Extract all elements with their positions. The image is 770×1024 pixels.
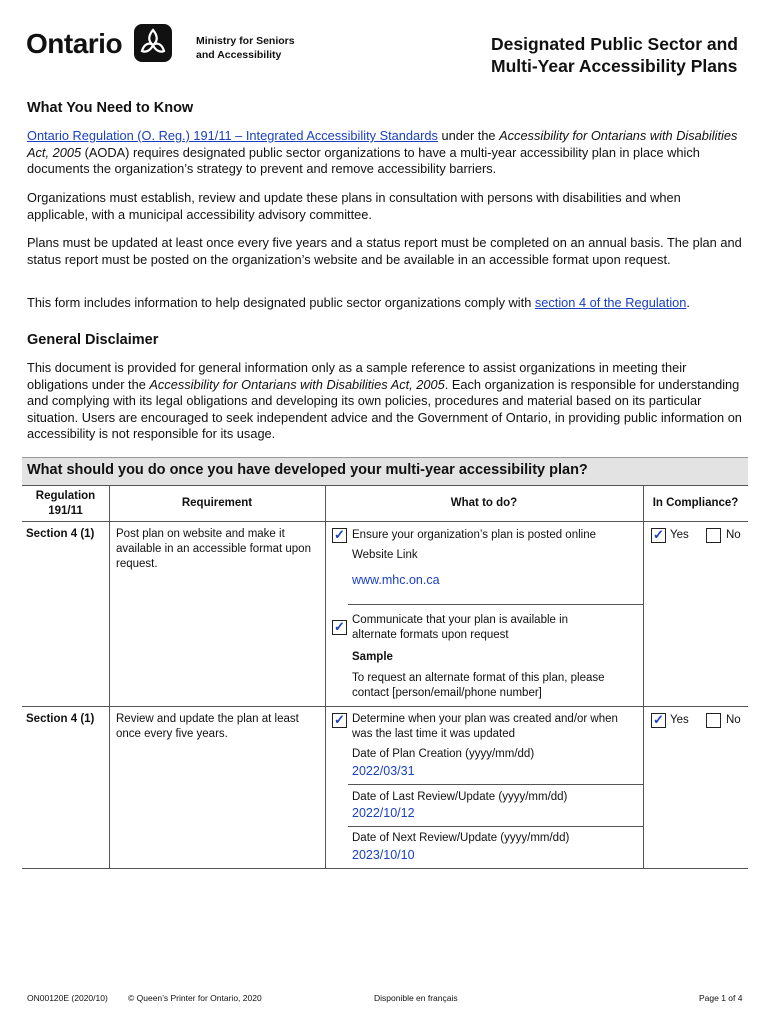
column-header-requirement: Requirement [181, 497, 253, 509]
know-paragraph-3: Plans must be updated at least once every five years and a status report must be completed on an annual basis. The plan and status report must be posted on the organization’s website and be available in an accessible format upon request. [27, 235, 742, 267]
website-link-label: Website Link [352, 549, 418, 561]
row1-task2-checkbox[interactable]: ✓ [332, 620, 347, 635]
last-review-label: Date of Last Review/Update (yyyy/mm/dd) [352, 791, 568, 803]
trillium-logo-icon [134, 24, 172, 62]
next-review-label: Date of Next Review/Update (yyyy/mm/dd) [352, 832, 570, 844]
row1-no-label: No [726, 529, 741, 541]
table-line [22, 485, 748, 486]
row1-yes-label: Yes [670, 529, 689, 541]
row1-requirement: Post plan on website and make it available in an accessible format upon request. [116, 528, 311, 570]
row1-section: Section 4 (1) [26, 528, 95, 540]
row2-section: Section 4 (1) [26, 713, 95, 725]
sample-label: Sample [352, 651, 393, 663]
know-paragraph-1: Ontario Regulation (O. Reg.) 191/11 – Integrated Accessibility Standards under the Accessibility for Ontarians with Disabilities Act, 2005 (AODA) requires designated public sector organizations to have a multi-year accessibility plan in place which documents the organization’s strategy to prevent and remove accessibility barriers. [27, 128, 738, 176]
row2-yes-checkbox[interactable]: ✓ [651, 713, 666, 728]
table-line [643, 485, 644, 868]
section-4-link[interactable]: section 4 of the Regulation [534, 295, 687, 310]
table-line [22, 868, 748, 869]
disclaimer-heading: General Disclaimer [27, 332, 159, 348]
row2-task-checkbox[interactable]: ✓ [332, 713, 347, 728]
creation-date-field[interactable]: 2022/03/31 [352, 764, 415, 778]
know-paragraph-2: Organizations must establish, review and update these plans in consultation with persons with disabilities and when applicable, with a municipal accessibility advisory committee. [27, 190, 681, 222]
disclaimer-paragraph: This document is provided for general information only as a sample reference to assist organizations in meeting their obligations under the Accessibility for Ontarians with Disabilities Act, 2005. Each organization is responsible for understanding and complying with its legal obligations and developing its own policies, procedures and material based on its particular situation. Users are encouraged to seek independent advice and the Government of Ontario, in providing public information on accessibility is not responsible for its usage. [27, 360, 742, 441]
document-title: Designated Public Sector and Multi-Year Accessibility Plans [491, 34, 738, 76]
table-line [22, 521, 748, 522]
know-heading: What You Need to Know [27, 100, 194, 116]
row2-no-checkbox[interactable] [706, 713, 721, 728]
row2-requirement: Review and update the plan at least once every five years. [116, 713, 299, 740]
footer-copyright: © Queen’s Printer for Ontario, 2020 [128, 993, 262, 1003]
know-paragraph-4: This form includes information to help designated public sector organizations comply with section 4 of the Regulation. [27, 295, 690, 310]
last-review-field[interactable]: 2022/10/12 [352, 806, 415, 820]
next-review-field[interactable]: 2023/10/10 [352, 848, 415, 862]
row1-no-checkbox[interactable] [706, 528, 721, 543]
table-title: What should you do once you have developed your multi-year accessibility plan? [27, 462, 588, 478]
column-header-compliance: In Compliance? [652, 497, 739, 509]
row1-yes-checkbox[interactable]: ✓ [651, 528, 666, 543]
table-line [348, 604, 643, 605]
footer-page-number: Page 1 of 4 [699, 993, 743, 1003]
table-line [325, 485, 326, 868]
row1-task2-text: Communicate that your plan is available in alternate formats upon request [352, 614, 569, 641]
table-line [109, 485, 110, 868]
sample-text: To request an alternate format of this plan, please contact [person/email/phone number] [352, 672, 605, 699]
website-link-field[interactable]: www.mhc.on.ca [352, 573, 440, 587]
row1-task1-text: Ensure your organization’s plan is posted online [352, 529, 596, 541]
ministry-name: Ministry for Seniors and Accessibility [196, 35, 295, 61]
column-header-regulation: Regulation 191/11 [35, 490, 96, 517]
row1-task1-checkbox[interactable]: ✓ [332, 528, 347, 543]
table-line [348, 784, 643, 785]
column-header-what-to-do: What to do? [450, 497, 518, 509]
table-line [22, 706, 748, 707]
footer-form-code: ON00120E (2020/10) [27, 993, 108, 1003]
row2-task-text: Determine when your plan was created and/or when was the last time it was updated [352, 713, 618, 740]
table-title-bar [22, 457, 748, 486]
regulation-link[interactable]: Ontario Regulation (O. Reg.) 191/11 – Integrated Accessibility Standards [27, 128, 438, 143]
table-line [348, 826, 643, 827]
ontario-logo-text: Ontario [26, 28, 123, 59]
row2-yes-label: Yes [670, 714, 689, 726]
footer-french: Disponible en français [374, 993, 458, 1003]
creation-date-label: Date of Plan Creation (yyyy/mm/dd) [352, 748, 535, 760]
row2-no-label: No [726, 714, 741, 726]
